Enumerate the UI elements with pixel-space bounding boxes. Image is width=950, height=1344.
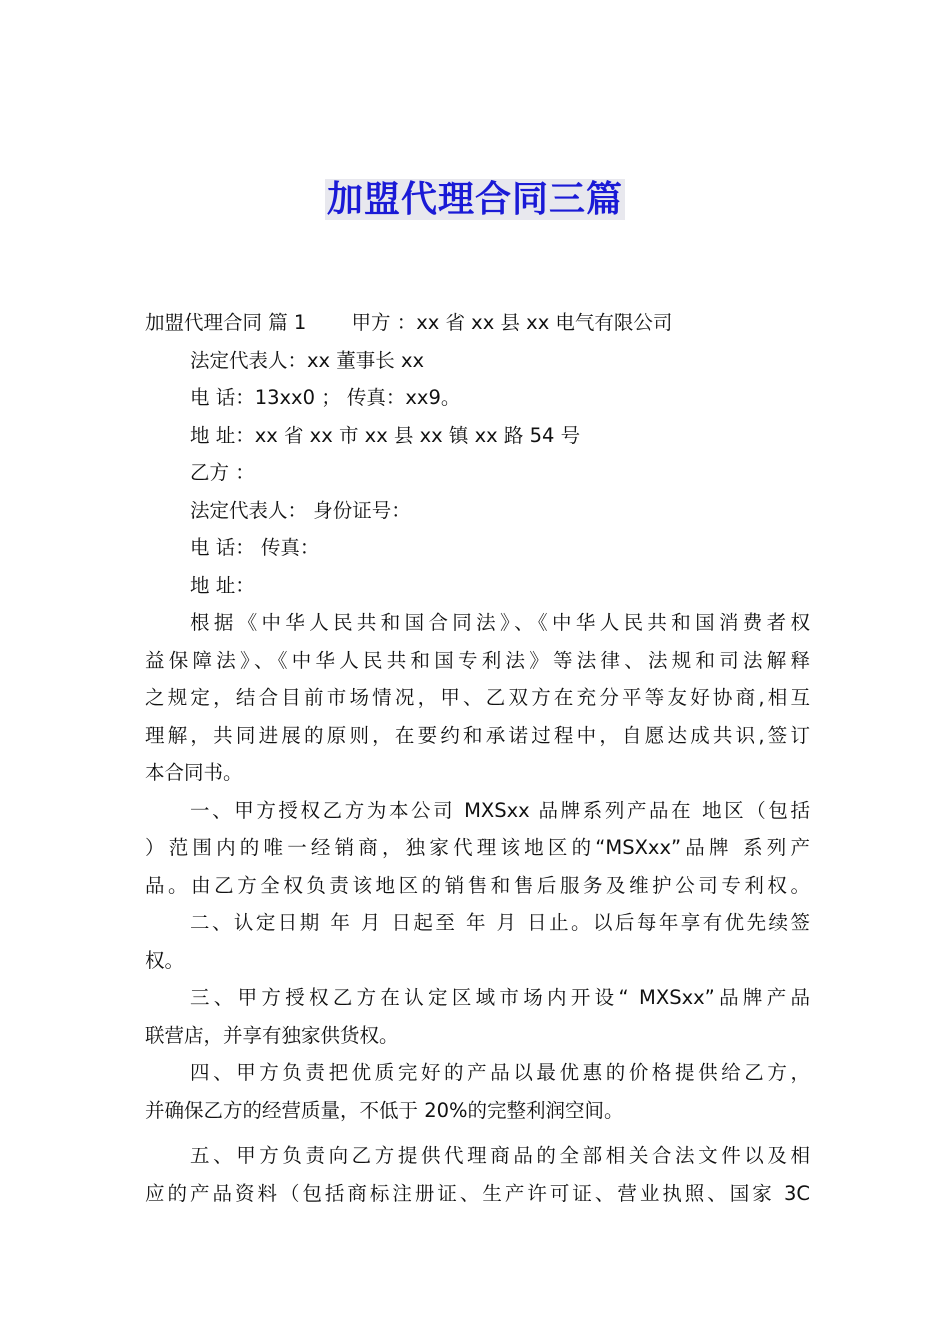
- document-body: [145, 304, 810, 1212]
- text-line: 地 址：: [190, 573, 255, 597]
- text-line: 本合同书。: [145, 761, 243, 784]
- text-line: 法定代表人： 身份证号：: [190, 498, 411, 522]
- text-line: 理解，共同进展的原则，在要约和承诺过程中，自愿达成共识,签订: [145, 723, 810, 747]
- document-title: [0, 176, 950, 224]
- text-line: 电 话：13xx0 ； 传真：xx9。: [190, 386, 461, 409]
- text-line: 品。由乙方全权负责该地区的销售和售后服务及维护公司专利权。: [145, 873, 810, 897]
- text-line: 应的产品资料（包括商标注册证、生产许可证、营业执照、国家 3C: [145, 1181, 810, 1205]
- text-line: 一、甲方授权乙方为本公司 MXSxx 品牌系列产品在 地区（包括: [190, 798, 810, 822]
- text-line: 地 址：xx 省 xx 市 xx 县 xx 镇 xx 路 54 号: [190, 423, 581, 447]
- text-line: 二、认定日期 年 月 日起至 年 月 日止。以后每年享有优先续签: [190, 911, 810, 934]
- text-line: 根据《中华人民共和国合同法》、《中华人民共和国消费者权: [190, 611, 810, 634]
- paragraph-gap: [145, 1129, 810, 1137]
- text-line: 权。: [145, 948, 185, 972]
- document-title-text: 加盟代理合同三篇: [326, 179, 623, 220]
- text-line: 电 话： 传真：: [190, 536, 320, 559]
- text-line: ）范围内的唯一经销商，独家代理该地区的“MSXxx”品牌 系列产: [145, 836, 810, 859]
- text-line: 三、甲方授权乙方在认定区域市场内开设“ MXSxx”品牌产品: [190, 986, 810, 1009]
- text-line: 乙方 ：: [190, 461, 255, 484]
- text-line: 并确保乙方的经营质量，不低于 20%的完整利润空间。: [145, 1098, 624, 1122]
- text-line: 益保障法》、《中华人民共和国专利法》等法律、法规和司法解释: [145, 648, 810, 672]
- text-line: 加盟代理合同 篇 1 甲方 ：xx 省 xx 县 xx 电气有限公司: [145, 311, 673, 334]
- text-line: 四、甲方负责把优质完好的产品以最优惠的价格提供给乙方，: [190, 1061, 810, 1084]
- text-line: 之规定，结合目前市场情况，甲、乙双方在充分平等友好协商,相互: [145, 686, 810, 709]
- text-line: 五、甲方负责向乙方提供代理商品的全部相关合法文件以及相: [190, 1144, 810, 1167]
- text-line: 联营店，并享有独家供货权。: [145, 1023, 399, 1047]
- text-line: 法定代表人：xx 董事长 xx: [190, 348, 425, 372]
